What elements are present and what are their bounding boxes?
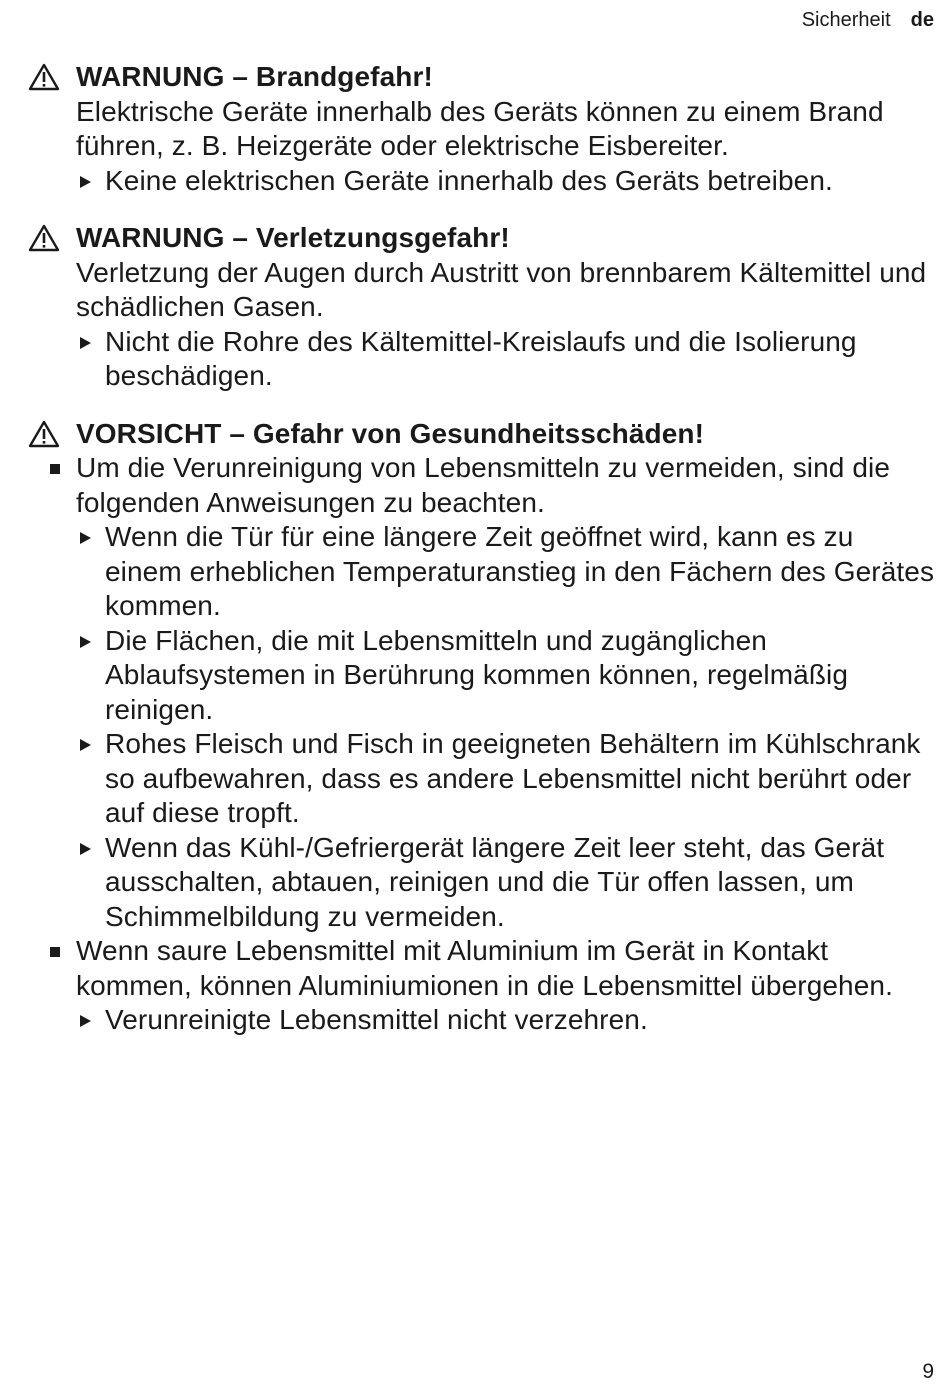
warning-injury [28, 221, 938, 394]
arrow-right-icon [80, 843, 91, 855]
action-text: Nicht die Rohre des Kältemittel-Kreislaufs und die Isolierung beschädigen. [105, 325, 857, 391]
arrow-right-icon [80, 739, 91, 751]
action-item [76, 727, 938, 831]
arrow-right-icon [80, 1015, 91, 1027]
safety-content [28, 60, 938, 1061]
action-text: Verunreinigte Lebensmittel nicht verzehren. [105, 1004, 648, 1035]
arrow-right-icon [80, 176, 91, 188]
language-code: de [910, 9, 934, 31]
warning-triangle-icon [28, 420, 60, 448]
square-bullet-icon [50, 947, 60, 957]
caution-heading: VORSICHT – Gefahr von Gesundheitsschäden! [76, 417, 705, 449]
page-number: 9 [922, 1360, 934, 1383]
action-text: Rohes Fleisch und Fisch in geeigneten Behältern im Kühlschrank so aufbewahren, dass es andere Lebensmittel nicht berührt oder auf diese tropft. [105, 728, 921, 828]
warning-heading: WARNUNG – Verletzungsgefahr! [76, 222, 510, 253]
bullet-item [76, 451, 938, 934]
bullet-text: Wenn saure Lebensmittel mit Aluminium im Gerät in Kontakt kommen, können Aluminiumionen in die Lebensmittel übergehen. [76, 935, 893, 1001]
action-text: Wenn die Tür für eine längere Zeit geöffnet wird, kann es zu einem erheblichen Temperaturanstieg in den Fächern des Gerätes kommen. [105, 521, 935, 621]
action-item [76, 164, 938, 199]
page-header [802, 8, 934, 32]
action-item [76, 831, 938, 935]
warning-triangle-icon [28, 63, 60, 91]
arrow-right-icon [80, 337, 91, 349]
action-item [76, 1003, 938, 1038]
arrow-right-icon [80, 532, 91, 544]
bullet-text: Um die Verunreinigung von Lebensmitteln zu vermeiden, sind die folgenden Anweisungen zu beachten. [76, 452, 891, 518]
action-text: Wenn das Kühl-/Gefriergerät längere Zeit leer steht, das Gerät ausschalten, abtauen, reinigen und die Tür offen lassen, um Schimmelbildung zu vermeiden. [105, 831, 885, 932]
warning-fire [28, 60, 938, 198]
square-bullet-icon [50, 464, 60, 474]
caution-health [28, 417, 938, 1038]
action-item [76, 520, 938, 624]
action-text: Die Flächen, die mit Lebensmitteln und zugänglichen Ablaufsystemen in Berührung kommen können, regelmäßig reinigen. [105, 624, 849, 725]
action-item [76, 624, 938, 728]
bullet-item [76, 934, 938, 1038]
action-item [76, 325, 938, 394]
arrow-right-icon [80, 636, 91, 648]
warning-text: Verletzung der Augen durch Austritt von brennbarem Kältemittel und schädlichen Gasen. [76, 256, 927, 322]
warning-text: Elektrische Geräte innerhalb des Geräts können zu einem Brand führen, z. B. Heizgeräte oder elektrische Eisbereiter. [76, 95, 884, 161]
warning-heading: WARNUNG – Brandgefahr! [76, 61, 433, 92]
warning-triangle-icon [28, 224, 60, 252]
action-text: Keine elektrischen Geräte innerhalb des Geräts betreiben. [105, 164, 833, 196]
section-title: Sicherheit [801, 9, 891, 31]
